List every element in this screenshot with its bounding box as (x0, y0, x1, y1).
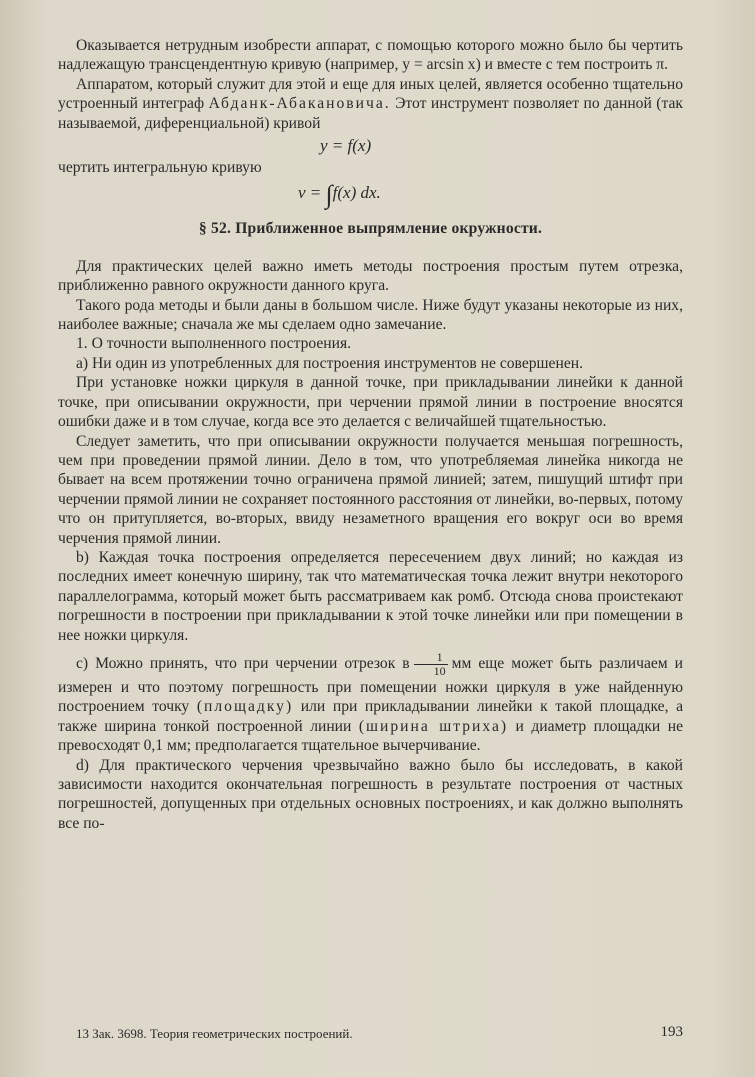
term-shirina-shtrikha: (ширина штриха) (358, 717, 509, 735)
paragraph-2-text: Аппаратом, который служит для этой и еще для иных целей, является особенно тщательно устроенный интеграф (58, 75, 683, 113)
formula-lhs: v = (298, 183, 322, 203)
page-number: 193 (660, 1024, 683, 1040)
formula-rhs: f(x) dx. (332, 183, 381, 203)
paragraph-4: Для практических целей важно иметь методы построения простым путем отрезка, приближенно равного окружности данного круга. (58, 257, 683, 295)
paragraph-5: Такого рода методы и были даны в большом числе. Ниже будут указаны некоторые из них, наиболее важные; сначала же мы сделаем одно замечание. (58, 296, 683, 334)
paragraph-11 (58, 651, 683, 756)
paragraph-7: a) Ни один из употребленных для построения инструментов не совершенен. (76, 354, 583, 372)
formula-y-fx: y = f(x) (320, 136, 372, 156)
paragraph-3: чертить интегральную кривую (58, 159, 262, 177)
term-ploshchadka: (площадку) (196, 698, 294, 716)
fraction (414, 651, 448, 678)
paragraph-12: d) Для практического черчения чрезвычайно важно было бы исследовать, в какой зависимости находится окончательная погрешность в результате построения от частных погрешностей, допущенных при отдельных основных построениях, и как должно выполнять все по- (58, 756, 683, 832)
paragraph-11-mid: мм еще может быть различаем и измерен и что поэтому погрешность при помещении ножки циркуля в уже найденную построением точку (58, 655, 683, 716)
paragraph-9: Следует заметить, что при описывании окружности получается меньшая погрешность, чем при проведении прямой линии. Дело в том, что употребляемая линейка никогда не бывает на всем протяжении точно ограничена прямой линией; затем, пишущий штифт при черчении прямой линии не сохраняет постоянного расстояния от линейки, во-первых, потому что он притупляется, во-вторых, ввиду незаметного вращения его вокруг оси во время черчения прямой линии. (58, 432, 683, 547)
paragraph-10: b) Каждая точка построения определяется пересечением двух линий; но каждая из последних имеет конечную ширину, так что математическая точка лежит внутри некоторого параллелограмма, который может быть рассматриваем как ромб. Отсюда снова проистекают погрешности в построении при прикладывании к этой точке линейки или при помещении в нее ножки циркуля. (58, 548, 683, 644)
formula-integral (58, 180, 683, 210)
fraction-denominator: 10 (433, 663, 446, 678)
inventor-name: Абданк-Абакановича. (208, 95, 391, 113)
integral-sign: ∫ (325, 180, 333, 210)
paragraph-6: 1. О точности выполненного построения. (76, 335, 352, 353)
paragraph-1: Оказывается нетрудным изобрести аппарат, с помощью которого можно было бы чертить надлежащую трансцендентную кривую (например, y = arcsin x) и вместе с тем построить π. (58, 37, 683, 74)
paragraph-11-mid2: или при прикладывании линейки к такой площадке, а также ширина тонкой построенной линии (58, 698, 684, 735)
footer-signature: 13 Зак. 3698. Теория геометрических построений. (76, 1026, 353, 1041)
paragraph-11-tail: и диаметр площадки не превосходят 0,1 мм; предполагается тщательное вычерчивание. (58, 717, 683, 755)
fraction-numerator: 1 (414, 651, 448, 665)
paragraph-2 (58, 75, 683, 133)
paragraph-11-text: c) Можно принять, что при черчении отрезок в (76, 655, 410, 673)
page-footer (76, 1026, 683, 1042)
paragraph-2-tail: Этот инструмент позволяет по данной (так называемой, диференциальной) кривой (58, 95, 683, 132)
section-heading: § 52. Приближенное выпрямление окружности. (198, 220, 543, 238)
paragraph-8: При установке ножки циркуля в данной точке, при прикладывании линейки к данной точке, при описывании окружности, при черчении прямой линии в построение вносятся ошибки даже и в том случае, когда все это делается с величайшей тщательностью. (58, 374, 683, 431)
